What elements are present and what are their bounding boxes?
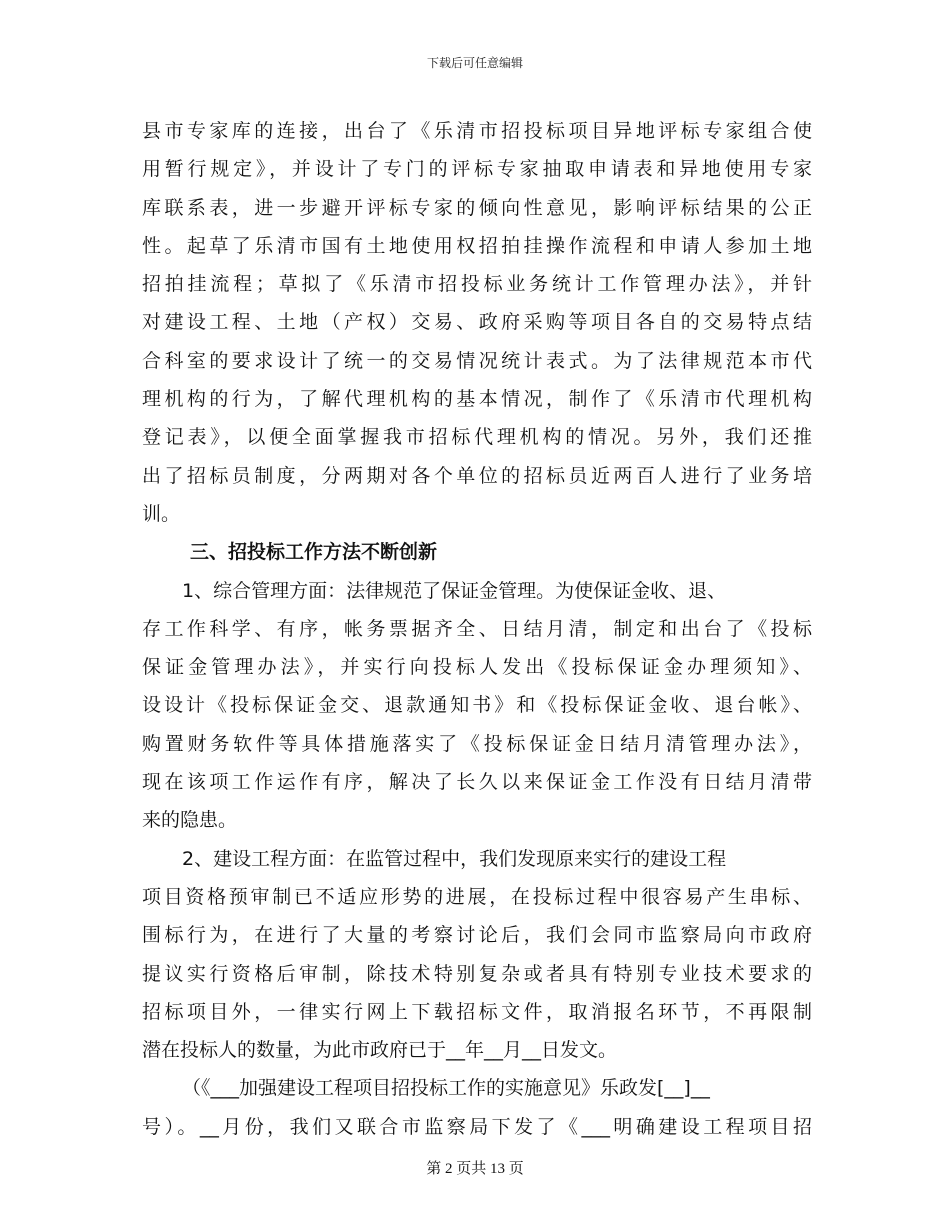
text-line: 存工作科学、有序，帐务票据齐全、日结月清，制定和出台了《投标 bbox=[142, 617, 812, 640]
text-line: 现在该项工作运作有序，解决了长久以来保证金工作没有日结月清带 bbox=[142, 771, 812, 794]
text-line: 围标行为，在进行了大量的考察讨论后，我们会同市监察局向市政府 bbox=[142, 924, 812, 947]
text-line: 训。 bbox=[142, 502, 181, 525]
text-line: 保证金管理办法》，并实行向投标人发出《投标保证金办理须知》、 bbox=[142, 656, 812, 679]
text-line: 招标项目外，一律实行网上下载招标文件，取消报名环节，不再限制 bbox=[142, 1000, 812, 1023]
text-line: 来的隐患。 bbox=[142, 809, 238, 832]
text-line: 出了招标员制度，分两期对各个单位的招标员近两百人进行了业务培 bbox=[142, 464, 812, 487]
text-line: 号）。__月份，我们又联合市监察局下发了《___明确建设工程项目招 bbox=[142, 1115, 812, 1138]
text-line: 项目资格预审制已不适应形势的进展，在投标过程中很容易产生串标、 bbox=[142, 885, 812, 908]
text-line: 合科室的要求设计了统一的交易情况统计表式。为了法律规范本市代 bbox=[142, 349, 812, 372]
text-line: 库联系表，进一步避开评标专家的倾向性意见，影响评标结果的公正 bbox=[142, 196, 812, 219]
text-line: 2、建设工程方面：在监管过程中，我们发现原来实行的建设工程 bbox=[182, 847, 727, 870]
text-line: 招拍挂流程；草拟了《乐清市招投标业务统计工作管理办法》，并针 bbox=[142, 273, 812, 296]
text-line: 1、综合管理方面：法律规范了保证金管理。为使保证金收、退、 bbox=[182, 579, 727, 602]
page-header: 下载后可任意编辑 bbox=[426, 56, 523, 70]
text-line: 性。起草了乐清市国有土地使用权招拍挂操作流程和申请人参加土地 bbox=[142, 234, 812, 257]
body-text bbox=[142, 112, 812, 1146]
text-line: 购置财务软件等具体措施落实了《投标保证金日结月清管理办法》， bbox=[142, 732, 812, 755]
text-line: 县市专家库的连接，出台了《乐清市招投标项目异地评标专家组合使 bbox=[142, 120, 812, 142]
text-line: （《___加强建设工程项目招投标工作的实施意见》乐政发[__]__ bbox=[182, 1077, 710, 1100]
text-line: 设设计《投标保证金交、退款通知书》和《投标保证金收、退台帐》、 bbox=[142, 694, 812, 717]
section-heading: 三、招投标工作方法不断创新 bbox=[190, 541, 438, 564]
text-line: 用暂行规定》，并设计了专门的评标专家抽取申请表和异地使用专家 bbox=[142, 158, 812, 181]
text-line: 提议实行资格后审制，除技术特别复杂或者具有特别专业技术要求的 bbox=[142, 962, 812, 985]
text-line: 对建设工程、土地（产权）交易、政府采购等项目各自的交易特点结 bbox=[142, 311, 812, 334]
text-line: 理机构的行为，了解代理机构的基本情况，制作了《乐清市代理机构 bbox=[142, 388, 812, 411]
text-line: 登记表》，以便全面掌握我市招标代理机构的情况。另外，我们还推 bbox=[142, 426, 812, 449]
text-line: 潜在投标人的数量，为此市政府已于__年__月__日发文。 bbox=[142, 1039, 618, 1062]
page-footer: 第 2 页共 13 页 bbox=[426, 1161, 524, 1177]
